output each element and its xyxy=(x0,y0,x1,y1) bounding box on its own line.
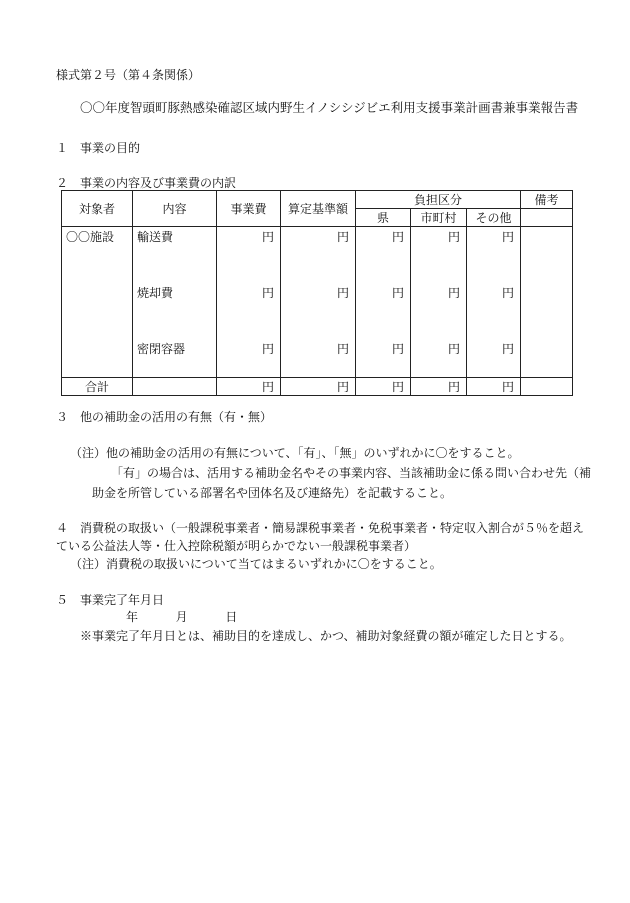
header-other: その他 xyxy=(467,209,521,227)
header-standard: 算定基準額 xyxy=(281,191,356,227)
town-values: 円 円 円 xyxy=(411,227,467,378)
pref-values: 円 円 円 xyxy=(356,227,411,378)
header-content: 内容 xyxy=(133,191,217,227)
month-label: 月 xyxy=(175,610,188,624)
note-consumption-tax: （注）消費税の取扱いについて当てはまるいずれかに〇をすること。 xyxy=(70,557,442,571)
header-cost: 事業費 xyxy=(217,191,281,227)
remarks-cell xyxy=(521,227,573,378)
section-consumption-tax: ４ 消費税の取扱い（一般課税事業者・簡易課税事業者・免税事業者・特定収入割合が５％を超え xyxy=(56,521,585,535)
header-target: 対象者 xyxy=(62,191,133,227)
section-purpose: １ 事業の目的 xyxy=(56,141,141,155)
item-incineration: 焼却費 xyxy=(137,286,174,300)
total-remarks-blank xyxy=(521,378,573,396)
total-standard: 円 xyxy=(281,378,356,396)
completion-date-fields xyxy=(126,610,237,624)
header-burden: 負担区分 xyxy=(356,191,521,209)
facility-cell: 〇〇施設 xyxy=(62,227,133,378)
note-subsidy-line2: 「有」の場合は、活用する補助金名やその事業内容、当該補助金に係る問い合わせ先（補 xyxy=(111,466,592,480)
total-cost: 円 xyxy=(217,378,281,396)
other-values: 円 円 円 xyxy=(467,227,521,378)
item-sealed-container: 密閉容器 xyxy=(137,342,186,356)
document-title: 〇〇年度智頭町豚熱感染確認区域内野生イノシシジビエ利用支援事業計画書兼事業報告書 xyxy=(80,100,579,115)
section-completion-date: ５ 事業完了年月日 xyxy=(56,593,165,607)
remarks-blank xyxy=(521,209,573,227)
total-content-blank xyxy=(133,378,217,396)
cost-breakdown-table xyxy=(61,190,573,396)
note-subsidy-line1: （注）他の補助金の活用の有無について、「有」、「無」のいずれかに〇をすること。 xyxy=(70,446,520,460)
form-number: 様式第２号（第４条関係） xyxy=(56,68,201,82)
total-pref: 円 xyxy=(356,378,411,396)
completion-date-note: ※事業完了年月日とは、補助目的を達成し、かつ、補助対象経費の額が確定した日とする。 xyxy=(80,629,572,643)
item-transport: 輸送費 xyxy=(137,230,174,244)
standard-values: 円 円 円 xyxy=(281,227,356,378)
day-label: 日 xyxy=(225,610,238,624)
total-other: 円 xyxy=(467,378,521,396)
section-consumption-tax-cont: ている公益法人等・仕入控除税額が明らかでない一般課税事業者） xyxy=(56,539,417,553)
note-subsidy-line3: 助金を所管している部署名や団体名及び連絡先）を記載すること。 xyxy=(92,486,453,500)
total-town: 円 xyxy=(411,378,467,396)
cost-values: 円 円 円 xyxy=(217,227,281,378)
header-town: 市町村 xyxy=(411,209,467,227)
section-other-subsidy: ３ 他の補助金の活用の有無（有・無） xyxy=(56,410,273,424)
header-remarks: 備考 xyxy=(521,191,573,209)
section-breakdown: ２ 事業の内容及び事業費の内訳 xyxy=(56,176,237,190)
year-label: 年 xyxy=(126,610,139,624)
item-list xyxy=(133,227,217,378)
header-pref: 県 xyxy=(356,209,411,227)
total-label: 合計 xyxy=(62,378,133,396)
